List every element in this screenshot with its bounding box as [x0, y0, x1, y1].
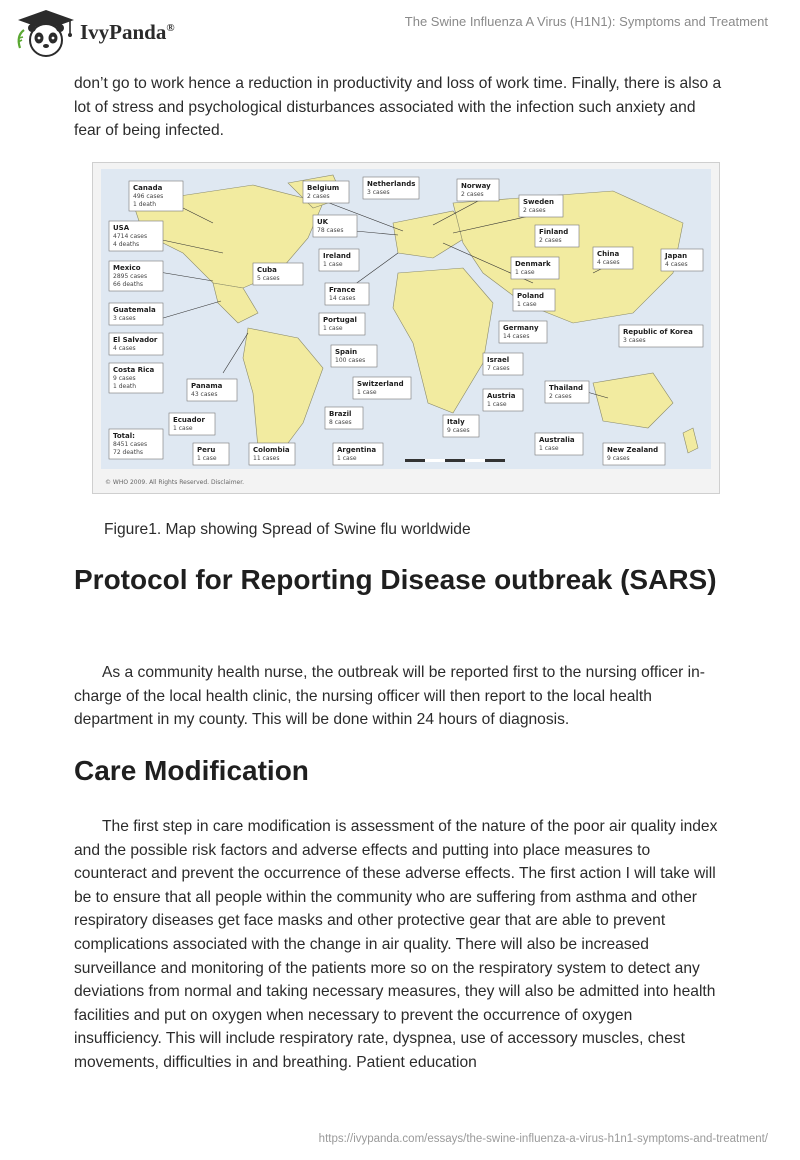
svg-text:1 case: 1 case — [323, 325, 343, 332]
section-care-body — [74, 815, 724, 1075]
map-label-portugal: Portugal — [323, 316, 357, 324]
map-label-brazil: Brazil — [329, 410, 352, 418]
map-label-korea: Republic of Korea — [623, 328, 693, 336]
map-label-panama: Panama — [191, 382, 223, 390]
svg-text:1 case: 1 case — [173, 425, 193, 432]
page-header — [0, 0, 800, 64]
svg-text:496 cases: 496 cases — [133, 193, 164, 200]
svg-text:4 cases: 4 cases — [665, 261, 688, 268]
svg-text:1 case: 1 case — [487, 401, 507, 408]
svg-text:2 cases: 2 cases — [523, 207, 546, 214]
svg-text:9 cases: 9 cases — [607, 455, 630, 462]
map-label-denmark: Denmark — [515, 260, 551, 268]
document-title: The Swine Influenza A Virus (H1N1): Symptoms and Treatment — [404, 14, 768, 29]
svg-text:100 cases: 100 cases — [335, 357, 366, 364]
svg-text:72 deaths: 72 deaths — [113, 449, 143, 456]
map-label-spain: Spain — [335, 348, 358, 356]
map-credit: © WHO 2009. All Rights Reserved. Disclaimer. — [105, 479, 245, 486]
section-protocol — [74, 561, 724, 599]
map-label-cuba: Cuba — [257, 266, 277, 274]
protocol-paragraph: As a community health nurse, the outbreak will be reported first to the nursing officer in-charge of the local health clinic, the nursing officer will then report to the local health department in my county. This will be done within 24 hours of diagnosis. — [74, 664, 705, 729]
svg-text:14 cases: 14 cases — [503, 333, 530, 340]
svg-text:43 cases: 43 cases — [191, 391, 218, 398]
map-label-ecuador: Ecuador — [173, 416, 205, 424]
map-label-sweden: Sweden — [523, 198, 554, 206]
section-heading-care: Care Modification — [74, 755, 309, 786]
svg-text:14 cases: 14 cases — [329, 295, 356, 302]
map-label-germany: Germany — [503, 324, 539, 332]
svg-text:8 cases: 8 cases — [329, 419, 352, 426]
brand-name[interactable]: IvyPanda® — [80, 20, 175, 44]
panda-logo-icon[interactable] — [14, 8, 78, 58]
svg-text:3 cases: 3 cases — [113, 315, 136, 322]
map-scale-bar — [405, 459, 505, 462]
map-label-austria: Austria — [487, 392, 516, 400]
map-label-mexico: Mexico — [113, 264, 141, 272]
map-label-finland: Finland — [539, 228, 569, 236]
svg-text:3 cases: 3 cases — [367, 189, 390, 196]
svg-text:2 cases: 2 cases — [461, 191, 484, 198]
svg-text:1 case: 1 case — [323, 261, 343, 268]
intro-text-block — [74, 72, 724, 143]
map-label-total: Total: — [113, 432, 135, 440]
svg-text:1 case: 1 case — [517, 301, 537, 308]
section-protocol-body — [74, 661, 724, 732]
section-heading-protocol: Protocol for Reporting Disease outbreak (SARS) — [74, 564, 717, 595]
map-label-canada: Canada — [133, 184, 163, 192]
svg-text:2 cases: 2 cases — [549, 393, 572, 400]
svg-text:5 cases: 5 cases — [257, 275, 280, 282]
svg-text:2 cases: 2 cases — [539, 237, 562, 244]
svg-text:78 cases: 78 cases — [317, 227, 344, 234]
world-map-graphic — [93, 163, 719, 493]
svg-text:7 cases: 7 cases — [487, 365, 510, 372]
svg-text:3 cases: 3 cases — [623, 337, 646, 344]
svg-text:1 death: 1 death — [113, 383, 137, 390]
svg-text:66 deaths: 66 deaths — [113, 281, 143, 288]
map-label-argentina: Argentina — [337, 446, 377, 454]
map-label-guatemala: Guatemala — [113, 306, 156, 314]
map-label-netherlands: Netherlands — [367, 180, 416, 188]
swine-flu-world-map — [92, 162, 720, 494]
svg-text:2 cases: 2 cases — [307, 193, 330, 200]
map-label-australia: Australia — [539, 436, 575, 444]
intro-paragraph: don’t go to work hence a reduction in productivity and loss of work time. Finally, there is also a lot of stress and psychological disturbances associated with the infection such anxiety and fear of being infected. — [74, 75, 722, 140]
svg-text:1 case: 1 case — [357, 389, 377, 396]
map-label-colombia: Colombia — [253, 446, 290, 454]
map-label-new-zealand: New Zealand — [607, 446, 659, 454]
svg-text:1 case: 1 case — [197, 455, 217, 462]
map-label-norway: Norway — [461, 182, 491, 190]
section-care — [74, 752, 724, 790]
map-label-france: France — [329, 286, 356, 294]
svg-text:11 cases: 11 cases — [253, 455, 280, 462]
svg-text:9 cases: 9 cases — [447, 427, 470, 434]
map-label-israel: Israel — [487, 356, 510, 364]
svg-text:1 case: 1 case — [515, 269, 535, 276]
footer-url[interactable]: https://ivypanda.com/essays/the-swine-influenza-a-virus-h1n1-symptoms-and-treatment/ — [318, 1133, 768, 1145]
map-label-china: China — [597, 250, 620, 258]
svg-text:9 cases: 9 cases — [113, 375, 136, 382]
map-label-peru: Peru — [197, 446, 216, 454]
map-label-usa: USA — [113, 224, 130, 232]
map-label-costa-rica: Costa Rica — [113, 366, 155, 374]
svg-text:1 case: 1 case — [539, 445, 559, 452]
svg-text:1 case: 1 case — [337, 455, 357, 462]
care-paragraph: The first step in care modification is assessment of the nature of the poor air quality index and the possible risk factors and adverse effects and putting into place measures to counteract and prevent the occurrence of these adverse effects. The first action I will take will be to ensure that all people within the community who are suffering from asthma and other respiratory diseases get face masks and other protective gear that are able to prevent complications associated with the change in air quality. There will also be increased surveillance and monitoring of the patients more so on the respiratory system to detect any deviations from normal and taking necessary measures, they will also be admitted into health facilities and put on oxygen when necessary to prevent the occurrence of oxygen insufficiency. This will include respiratory rate, dyspnea, use of accessory muscles, chest movements, difficulties in and breathing. Patient education — [74, 818, 718, 1071]
svg-text:1 death: 1 death — [133, 201, 157, 208]
svg-text:4 deaths: 4 deaths — [113, 241, 140, 248]
svg-text:4 cases: 4 cases — [597, 259, 620, 266]
figure-caption: Figure1. Map showing Spread of Swine flu worldwide — [104, 521, 471, 538]
map-label-japan: Japan — [665, 252, 688, 260]
svg-text:4714 cases: 4714 cases — [113, 233, 148, 240]
svg-text:2895 cases: 2895 cases — [113, 273, 148, 280]
map-label-poland: Poland — [517, 292, 545, 300]
svg-text:4 cases: 4 cases — [113, 345, 136, 352]
map-label-el-salvador: El Salvador — [113, 336, 158, 344]
svg-text:8451 cases: 8451 cases — [113, 441, 148, 448]
map-label-switzerland: Switzerland — [357, 380, 404, 388]
map-label-thailand: Thailand — [549, 384, 583, 392]
map-label-uk: UK — [317, 218, 329, 226]
map-label-italy: Italy — [447, 418, 465, 426]
map-label-ireland: Ireland — [323, 252, 351, 260]
map-label-belgium: Belgium — [307, 184, 340, 192]
